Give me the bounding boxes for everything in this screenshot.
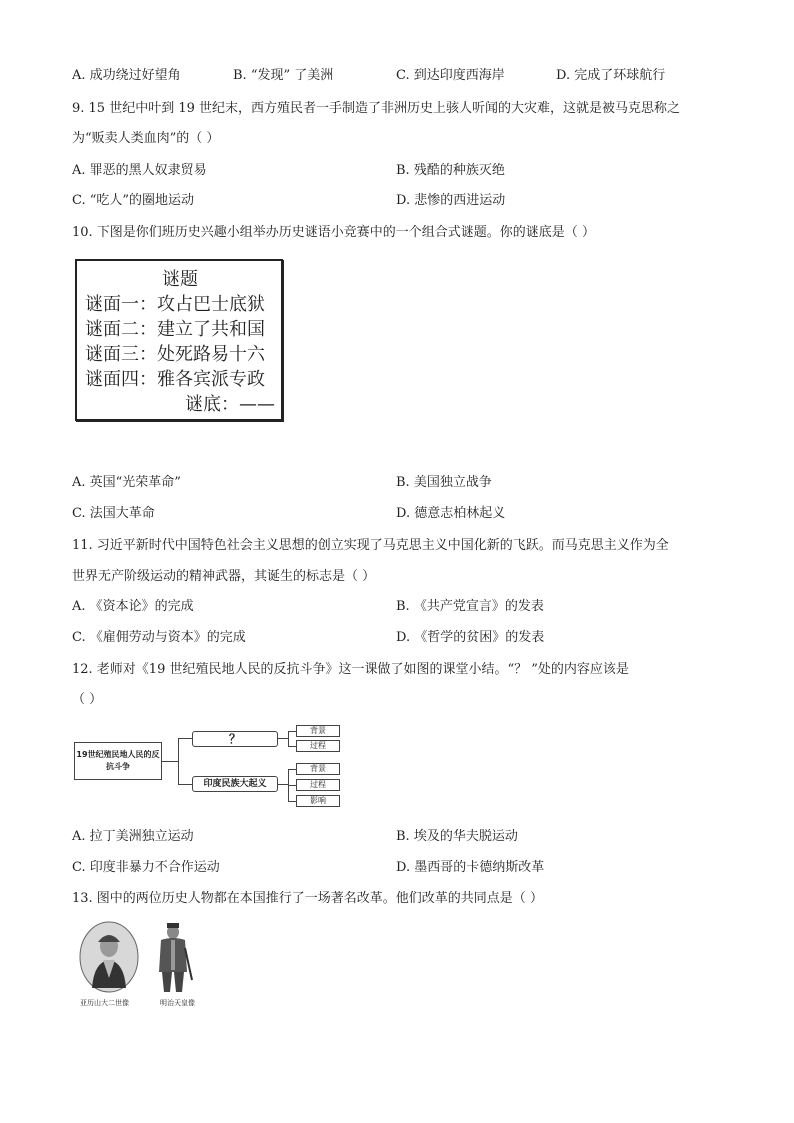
riddle-line-2: 谜面二：建立了共和国 bbox=[85, 319, 265, 340]
q8-option-b[interactable]: B. “发现” 了美洲 bbox=[233, 68, 334, 83]
riddle-line-3: 谜面三：处死路易十六 bbox=[85, 344, 265, 365]
connector bbox=[288, 731, 289, 747]
riddle-line-1: 谜面一：攻占巴士底狱 bbox=[85, 294, 265, 315]
q11-option-d[interactable]: D. 《哲学的贫困》的发表 bbox=[396, 630, 545, 645]
q10-option-b[interactable]: B. 美国独立战争 bbox=[396, 475, 492, 490]
mindmap-leaf bbox=[296, 795, 340, 807]
q9-stem-line2: 为“贩卖人类血肉”的（ ） bbox=[72, 131, 220, 146]
riddle-box bbox=[75, 259, 283, 421]
mindmap-leaf-label: 背景 bbox=[310, 726, 326, 735]
q12-stem-line1: 12. 老师对《19 世纪殖民地人民的反抗斗争》这一课做了如图的课堂小结。“？ ”处的内容应该是 bbox=[72, 662, 629, 677]
q13-stem: 13. 图中的两位历史人物都在本国推行了一场著名改革。他们改革的共同点是（ ） bbox=[72, 891, 543, 906]
connector bbox=[288, 731, 296, 732]
q8-option-c[interactable]: C. 到达印度西海岸 bbox=[396, 68, 505, 83]
q9-option-c[interactable]: C. “吃人”的圈地运动 bbox=[72, 193, 195, 208]
alexander-ii-portrait bbox=[78, 920, 140, 994]
connector bbox=[162, 761, 178, 762]
mindmap-branch-question-label: ？ bbox=[228, 732, 241, 746]
mindmap-root bbox=[74, 742, 162, 780]
q11-option-a[interactable]: A. 《资本论》的完成 bbox=[72, 599, 194, 614]
q9-option-b[interactable]: B. 残酷的种族灭绝 bbox=[396, 163, 505, 178]
mindmap-branch-india bbox=[192, 776, 278, 792]
riddle-title: 谜题 bbox=[162, 269, 198, 290]
q8-option-d[interactable]: D. 完成了环球航行 bbox=[556, 68, 666, 83]
connector bbox=[288, 801, 296, 802]
q9-option-a[interactable]: A. 罪恶的黑人奴隶贸易 bbox=[72, 163, 207, 178]
connector bbox=[178, 738, 192, 739]
q12-option-b[interactable]: B. 埃及的华夫脱运动 bbox=[396, 829, 518, 844]
mindmap-branch-india-label: 印度民族大起义 bbox=[203, 779, 267, 789]
connector bbox=[178, 738, 179, 785]
mindmap-leaf bbox=[296, 740, 340, 752]
connector bbox=[278, 784, 288, 785]
q10-option-d[interactable]: D. 德意志柏林起义 bbox=[396, 506, 506, 521]
portraits-figure bbox=[78, 920, 218, 1012]
mindmap-leaf-label: 过程 bbox=[310, 780, 326, 789]
mindmap-leaf-label: 过程 bbox=[310, 741, 326, 750]
q12-option-a[interactable]: A. 拉丁美洲独立运动 bbox=[72, 829, 194, 844]
mindmap-leaf bbox=[296, 763, 340, 775]
connector bbox=[288, 769, 296, 770]
connector bbox=[288, 785, 296, 786]
q11-stem-line1: 11. 习近平新时代中国特色社会主义思想的创立实现了马克思主义中国化新的飞跃。而马克思主义作为全 bbox=[72, 538, 669, 553]
mindmap-leaf-label: 背景 bbox=[310, 764, 326, 773]
mindmap-leaf-label: 影响 bbox=[310, 796, 326, 805]
q11-option-b[interactable]: B. 《共产党宣言》的发表 bbox=[396, 599, 544, 614]
q10-option-a[interactable]: A. 英国“光荣革命” bbox=[72, 475, 181, 490]
q10-option-c[interactable]: C. 法国大革命 bbox=[72, 506, 155, 521]
connector bbox=[178, 784, 192, 785]
mindmap-root-label: 19世纪殖民地人民的反抗斗争 bbox=[76, 750, 160, 771]
q12-option-c[interactable]: C. 印度非暴力不合作运动 bbox=[72, 860, 220, 875]
q8-option-a[interactable]: A. 成功绕过好望角 bbox=[72, 68, 181, 83]
connector bbox=[278, 738, 288, 739]
q10-stem: 10. 下图是你们班历史兴趣小组举办历史谜语小竞赛中的一个组合式谜题。你的谜底是（ ） bbox=[72, 225, 595, 240]
caption-alexander-ii: 亚历山大二世像 bbox=[80, 999, 129, 1007]
connector bbox=[288, 746, 296, 747]
riddle-answer: 谜底：—— bbox=[185, 394, 275, 415]
mindmap-leaf bbox=[296, 779, 340, 791]
caption-meiji: 明治天皇像 bbox=[160, 999, 195, 1007]
q11-option-c[interactable]: C. 《雇佣劳动与资本》的完成 bbox=[72, 630, 246, 645]
q12-stem-line2: （ ） bbox=[72, 692, 103, 707]
q9-option-d[interactable]: D. 悲惨的西进运动 bbox=[396, 193, 506, 208]
mindmap-leaf bbox=[296, 725, 340, 737]
q12-option-d[interactable]: D. 墨西哥的卡德纳斯改革 bbox=[396, 860, 545, 875]
q11-stem-line2: 世界无产阶级运动的精神武器，其诞生的标志是（ ） bbox=[72, 569, 376, 584]
mindmap-branch-question bbox=[192, 731, 278, 747]
lesson-summary-mindmap bbox=[74, 722, 344, 812]
riddle-line-4: 谜面四：雅各宾派专政 bbox=[85, 369, 265, 390]
q9-stem-line1: 9. 15 世纪中叶到 19 世纪末，西方殖民者一手制造了非洲历史上骇人听闻的大灾难，这就是被马克思称之 bbox=[72, 101, 681, 116]
meiji-emperor-portrait bbox=[148, 920, 198, 994]
